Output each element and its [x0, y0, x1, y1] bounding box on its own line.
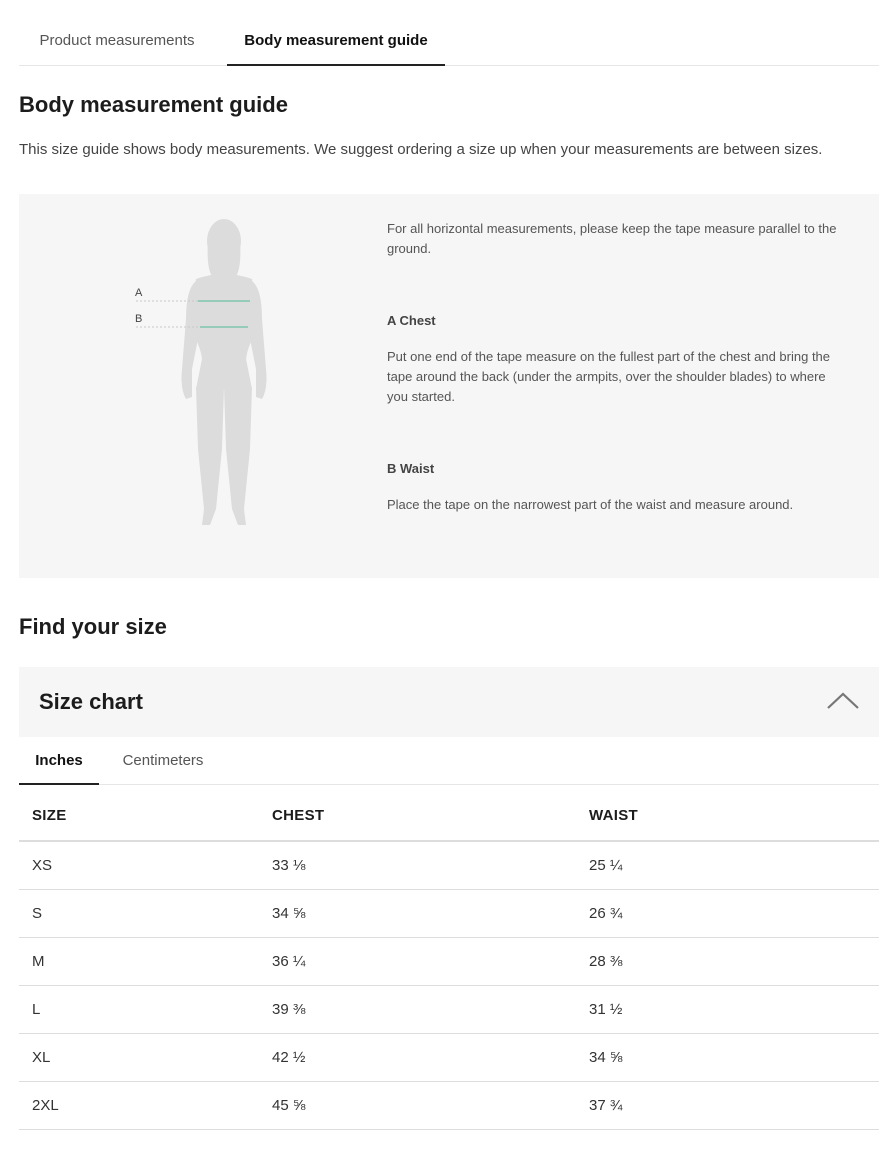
table-header-row — [19, 791, 879, 841]
size-cell: 2XL — [19, 1081, 259, 1129]
size-cell: M — [19, 937, 259, 985]
chest-description: Put one end of the tape measure on the fullest part of the chest and bring the tape around the back (under the armpits, over the shoulder blades) to where you started. — [387, 349, 831, 404]
chest-cell: 36 ¼ — [259, 937, 576, 985]
chest-title: A Chest — [387, 313, 436, 328]
size-chart-accordion-header[interactable] — [19, 667, 879, 737]
waist-cell: 25 ¼ — [576, 841, 879, 889]
chest-cell: 33 ⅛ — [259, 841, 576, 889]
guide-title: Body measurement guide — [19, 92, 288, 117]
column-header-waist: WAIST — [576, 791, 879, 841]
waist-cell: 34 ⅝ — [576, 1033, 879, 1081]
table-row — [19, 841, 879, 889]
size-chart-table — [19, 791, 879, 1130]
table-row — [19, 937, 879, 985]
table-row — [19, 1081, 879, 1129]
table-row — [19, 1033, 879, 1081]
body-figure-illustration — [124, 219, 284, 539]
tab-inches[interactable]: Inches — [19, 738, 99, 785]
guide-intro-text: For all horizontal measurements, please keep the tape measure parallel to the ground. — [387, 221, 837, 256]
table-row — [19, 889, 879, 937]
size-cell: S — [19, 889, 259, 937]
column-header-chest: CHEST — [259, 791, 576, 841]
guide-description: This size guide shows body measurements. We suggest ordering a size up when your measurements are between sizes. — [19, 141, 823, 158]
unit-tabs — [19, 738, 879, 785]
size-chart-title: Size chart — [39, 689, 143, 714]
figure-label-b: B — [135, 313, 143, 325]
chest-cell: 42 ½ — [259, 1033, 576, 1081]
waist-cell: 26 ¾ — [576, 889, 879, 937]
chevron-up-icon[interactable] — [825, 687, 861, 715]
chest-cell: 45 ⅝ — [259, 1081, 576, 1129]
measurement-guide-panel — [19, 194, 879, 578]
waist-description: Place the tape on the narrowest part of the waist and measure around. — [387, 497, 794, 512]
tab-centimeters[interactable]: Centimeters — [122, 752, 204, 769]
figure-label-a: A — [135, 287, 143, 299]
table-row — [19, 985, 879, 1033]
tab-product-measurements[interactable]: Product measurements — [39, 32, 195, 49]
waist-cell: 28 ⅜ — [576, 937, 879, 985]
column-header-size: SIZE — [19, 791, 259, 841]
measurement-tabs — [19, 18, 879, 66]
waist-title: B Waist — [387, 461, 435, 476]
chest-cell: 34 ⅝ — [259, 889, 576, 937]
waist-cell: 31 ½ — [576, 985, 879, 1033]
size-cell: L — [19, 985, 259, 1033]
find-your-size-title: Find your size — [19, 614, 167, 639]
tab-body-measurement-guide[interactable]: Body measurement guide — [227, 18, 445, 66]
size-cell: XS — [19, 841, 259, 889]
size-cell: XL — [19, 1033, 259, 1081]
waist-cell: 37 ¾ — [576, 1081, 879, 1129]
chest-cell: 39 ⅜ — [259, 985, 576, 1033]
